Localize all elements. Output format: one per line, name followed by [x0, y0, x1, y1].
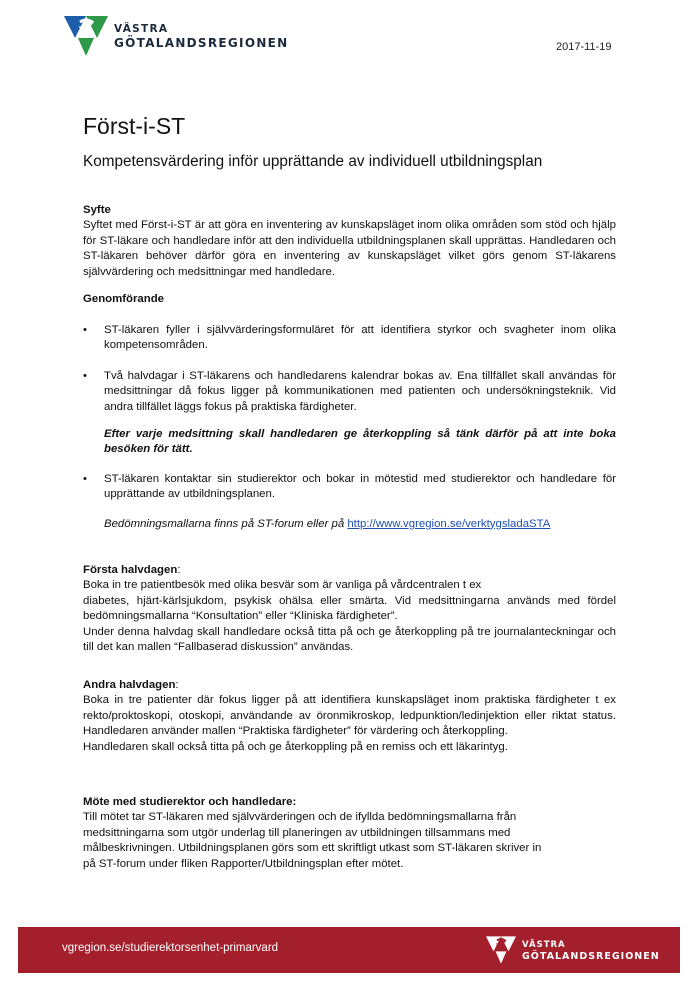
verktygslada-link[interactable]: http://www.vgregion.se/verktygsladaSTA	[347, 517, 551, 530]
andra-heading: Andra halvdagen	[83, 679, 176, 691]
list-item	[83, 472, 616, 503]
link-prefix: Bedömningsmallarna finns på ST-forum eller på	[104, 517, 348, 530]
vgr-logo-mark-icon	[486, 936, 516, 964]
syfte-heading: Syfte	[83, 204, 111, 216]
bullet-text: ST-läkaren kontaktar sin studierektor och bokar in mötestid med studierektor och handledare för upprättande av utbildningsplanen.	[104, 472, 616, 501]
link-line	[83, 517, 616, 532]
section-forsta	[83, 563, 616, 655]
section-syfte	[83, 203, 616, 280]
genomforande-heading: Genomförande	[83, 293, 165, 305]
vgr-logo	[64, 16, 289, 56]
list-item	[83, 323, 616, 354]
mote-line4: på ST-forum under fliken Rapporter/Utbildningsplan efter mötet.	[83, 857, 404, 870]
bullet-icon: •	[83, 369, 87, 382]
forsta-colon: :	[177, 564, 181, 576]
andra-colon: :	[175, 679, 179, 691]
andra-heading-line	[83, 678, 616, 693]
section-andra	[83, 678, 616, 755]
footer-logo	[486, 936, 660, 964]
page-title: Först-i-ST	[83, 113, 186, 139]
mote-line1: Till mötet tar ST-läkaren med självvärderingen och de ifyllda bedömningsmallarna från	[83, 811, 517, 824]
forsta-line1: Boka in tre patientbesök med olika besvär som är vanliga på vårdcentralen t ex	[83, 579, 482, 592]
genomforande-heading-block	[83, 292, 616, 307]
vgr-logo-text	[114, 22, 289, 50]
footer-logo-line-2: GÖTALANDSREGIONEN	[522, 951, 660, 962]
mote-line2: medsittningarna som utgör underlag till planeringen av utbildningen tillsammans med	[83, 826, 511, 839]
mote-line3: målbeskrivningen. Utbildningsplanen görs som ett skriftligt utkast som ST-läkaren skriver in	[83, 842, 542, 855]
forsta-heading: Första halvdagen	[83, 564, 178, 576]
document-date: 2017-11-19	[556, 41, 612, 53]
genomforande-list	[83, 323, 616, 532]
note-text: Efter varje medsittning skall handledaren ge återkoppling så tänk därför på att inte boka besöken för tätt.	[104, 428, 616, 456]
footer-banner	[18, 927, 680, 973]
andra-text: Boka in tre patienter där fokus ligger på att identifiera kunskapsläget inom praktiska färdigheter t ex rekto/proktoskopi, otoskopi, användande av öronmikroskop, ledpunktion/ledinjektion eller riktat status. Handledaren använder mallen “Praktiska färdigheter” för värdering och återkoppling.	[83, 694, 616, 738]
bullet-text: ST-läkaren fyller i självvärderingsformuläret för att identifiera styrkor och svagheter inom olika kompetensområden.	[104, 324, 616, 352]
forsta-text2: Under denna halvdag skall handledare också titta på och ge återkoppling på tre journalanteckningar och till det kan mallen “Fallbaserad diskussion” användas.	[83, 625, 616, 654]
logo-line-2: GÖTALANDSREGIONEN	[114, 36, 289, 50]
vgr-logo-mark-icon	[64, 16, 108, 56]
footer-logo-line-1: VÄSTRA	[522, 940, 566, 950]
forsta-text: diabetes, hjärt-kärlsjukdom, psykisk ohälsa eller smärta. Vid medsittningarna används med fördel bedömningsmallarna “Konsultation” eller “Kliniska färdigheter”.	[83, 594, 616, 623]
list-item	[83, 369, 616, 415]
page-subtitle: Kompetensvärdering inför upprättande av individuell utbildningsplan	[83, 153, 543, 170]
section-mote	[83, 795, 616, 872]
andra-text2: Handledaren skall också titta på och ge återkoppling på en remiss och ett läkarintyg.	[83, 740, 508, 753]
syfte-text: Syftet med Först-i-ST är att göra en inventering av kunskapsläget inom olika områden som stöd och hjälp för ST-läkare och handledare inför att den individuella utbildningsplanen skall upprättas. Handledaren och ST-läkaren behöver därför göra en inventering av kunskapsläget vilket görs genom ST-läkarens självvärdering och medsittningar med handledare.	[83, 219, 616, 278]
bullet-icon: •	[83, 472, 87, 485]
footer-url[interactable]: vgregion.se/studierektorsenhet-primarvard	[62, 942, 279, 954]
forsta-heading-line	[83, 563, 616, 578]
bullet-icon: •	[83, 324, 87, 336]
mote-heading: Möte med studierektor och handledare:	[83, 796, 297, 808]
logo-line-1: VÄSTRA	[114, 23, 169, 35]
bullet-text: Två halvdagar i ST-läkarens och handledarens kalendrar bokas av. Ena tillfället skall användas för medsittningar då fokus ligger på kommunikationen med patienten och undersökningsteknik. Vid andra tillfället läggs fokus på praktiska färdigheter.	[104, 369, 616, 413]
footer-logo-text	[522, 940, 660, 964]
